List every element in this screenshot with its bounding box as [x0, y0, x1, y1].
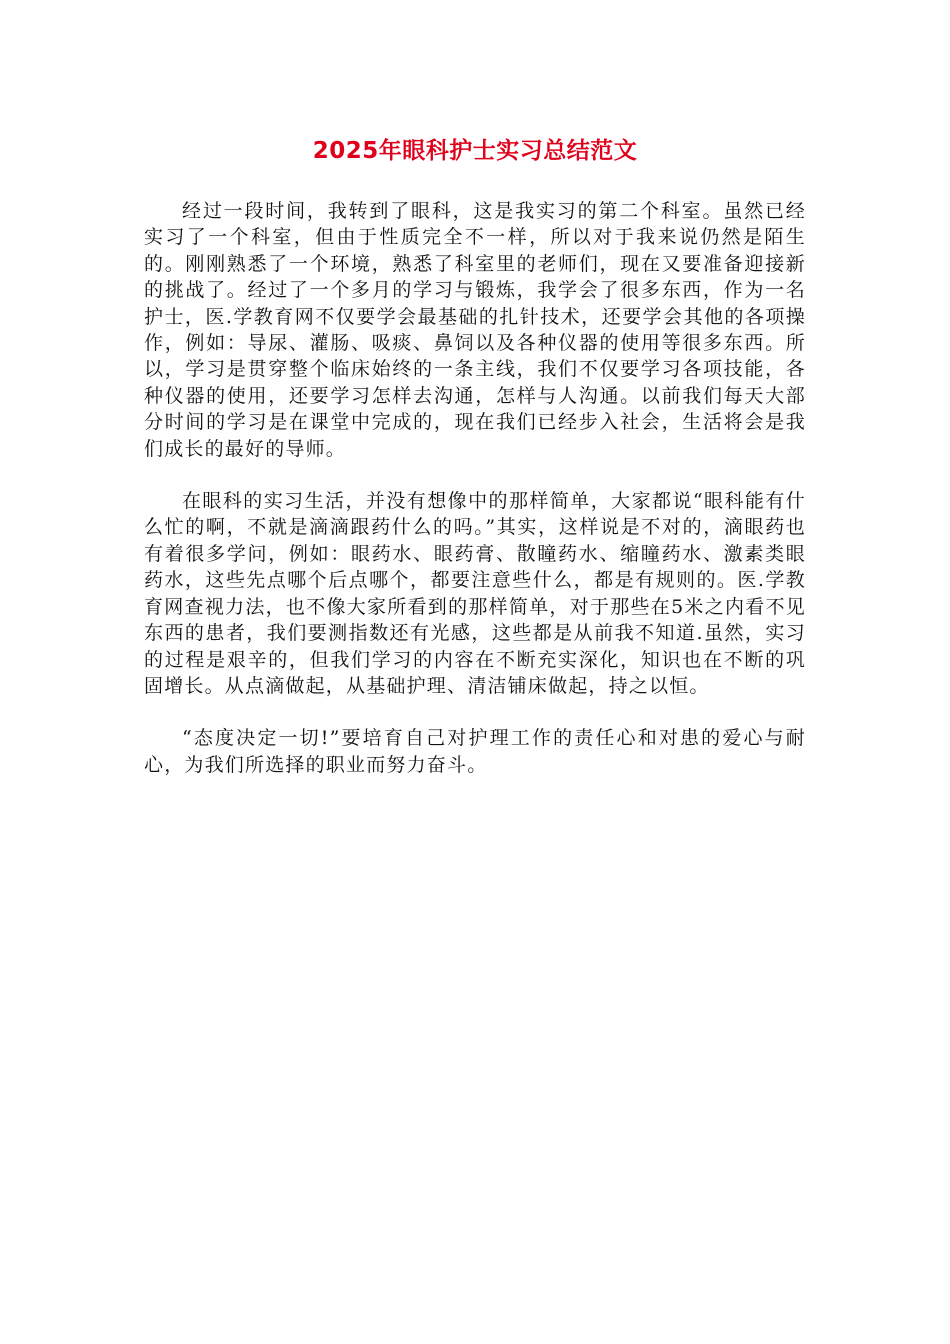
document-title: 2025年眼科护士实习总结范文: [312, 138, 638, 164]
paragraph-3: “态度决定一切!”要培育自己对护理工作的责任心和对患的爱心与耐心，为我们所选择的职业而努力奋斗。: [144, 727, 806, 776]
document-body: [144, 198, 806, 804]
paragraph-2: 在眼科的实习生活，并没有想像中的那样简单，大家都说“眼科能有什么忙的啊，不就是滴滴跟药什么的吗。”其实，这样说是不对的，滴眼药也有着很多学问，例如：眼药水、眼药膏、散瞳药水、缩瞳药水、激素类眼药水，这些先点哪个后点哪个，都要注意些什么，都是有规则的。医.学教育网查视力法，也不像大家所看到的那样简单，对于那些在5米之内看不见东西的患者，我们要测指数还有光感，这些都是从前我不知道.虽然，实习的过程是艰辛的，但我们学习的内容在不断充实深化，知识也在不断的巩固增长。从点滴做起，从基础护理、清洁铺床做起，持之以恒。: [144, 490, 806, 697]
paragraph-1: 经过一段时间，我转到了眼科，这是我实习的第二个科室。虽然已经实习了一个科室，但由于性质完全不一样，所以对于我来说仍然是陌生的。刚刚熟悉了一个环境，熟悉了科室里的老师们，现在又要准备迎接新的挑战了。经过了一个多月的学习与锻炼，我学会了很多东西，作为一名护士，医.学教育网不仅要学会最基础的扎针技术，还要学会其他的各项操作，例如：导尿、灌肠、吸痰、鼻饲以及各种仪器的使用等很多东西。所以，学习是贯穿整个临床始终的一条主线，我们不仅要学习各项技能，各种仪器的使用，还要学习怎样去沟通，怎样与人沟通。以前我们每天大部分时间的学习是在课堂中完成的，现在我们已经步入社会，生活将会是我们成长的最好的导师。: [144, 200, 806, 460]
